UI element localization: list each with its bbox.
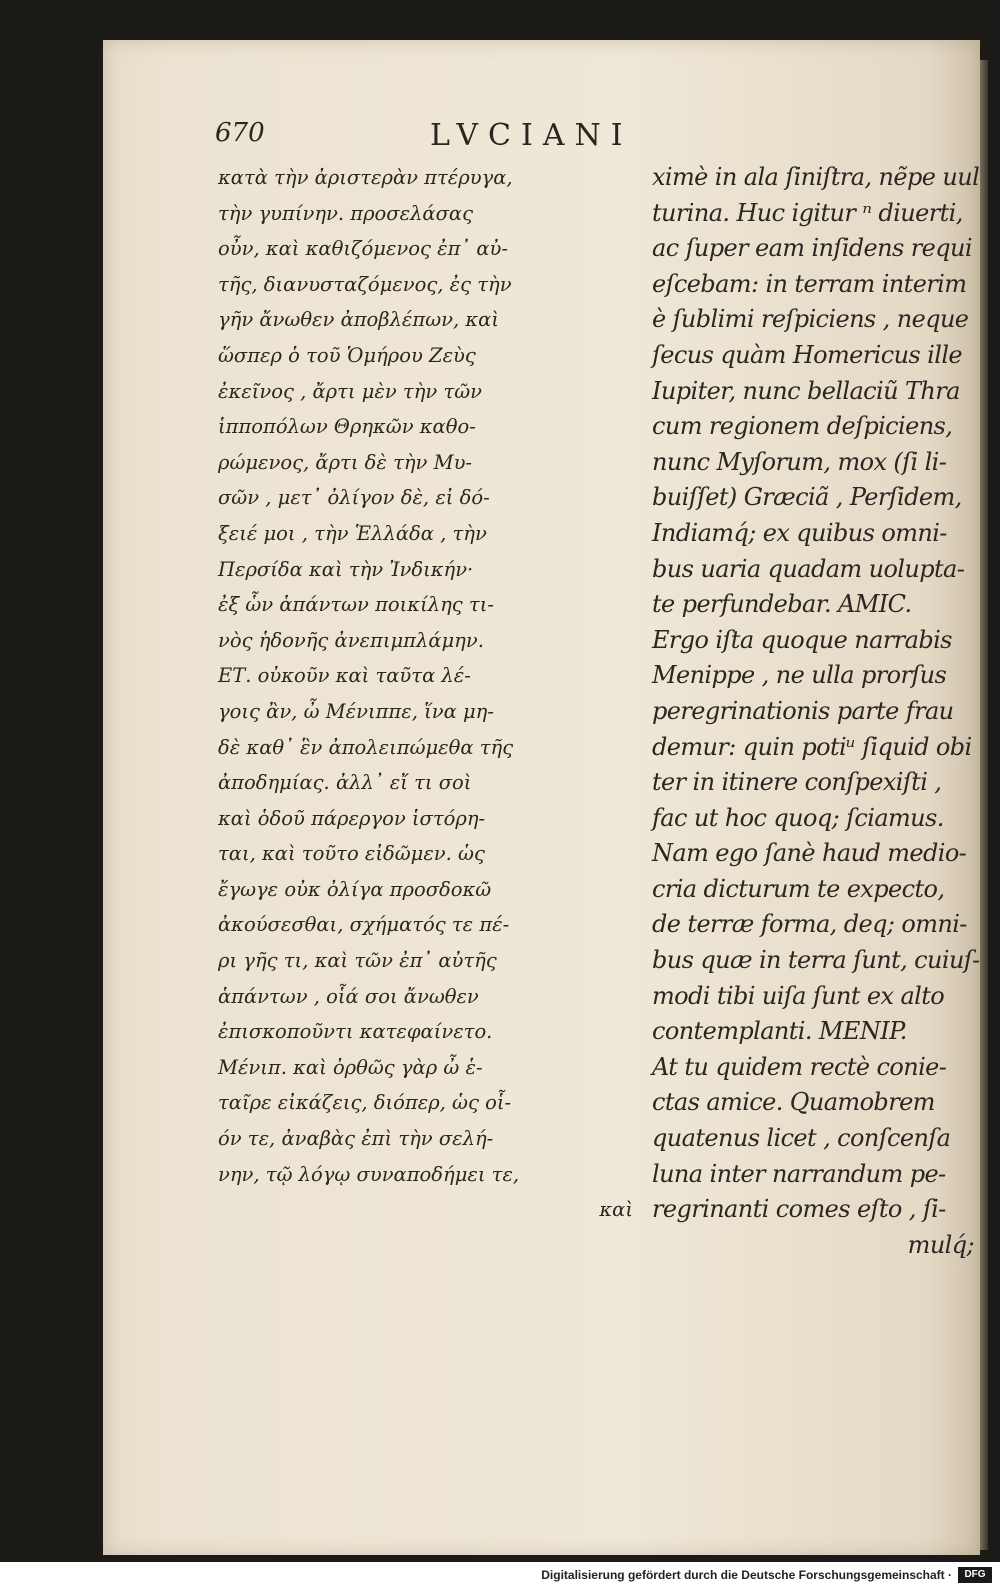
- latin-line: mulq́;: [907, 1230, 974, 1259]
- page-edge: [980, 60, 988, 1550]
- latin-line: ter in itinere conſpexiſti ,: [652, 768, 942, 797]
- page-number: 670: [215, 118, 265, 148]
- footer-bar: [0, 1562, 1000, 1590]
- greek-text-column: [218, 160, 633, 1228]
- running-head: LVCIANI: [430, 118, 633, 153]
- latin-line: de terræ forma, deq; omni-: [652, 910, 967, 939]
- greek-line: καὶ: [599, 1198, 633, 1222]
- greek-line: ξειέ μοι , τὴν Ἑλλάδα , τὴν: [218, 521, 487, 545]
- greek-line: νην, τῷ λόγῳ συναποδήμει τε,: [218, 1162, 520, 1186]
- greek-line: ἐκεῖνος , ἄρτι μὲν τὴν τῶν: [218, 379, 482, 403]
- greek-line: ἔγωγε οὐκ ὀλίγα προσδοκῶ: [218, 877, 492, 901]
- greek-line: Περσίδα καὶ τὴν Ἰνδικήν·: [218, 557, 474, 581]
- greek-line: ρι γῆς τι, καὶ τῶν ἐπ᾽ αὐτῆς: [218, 949, 497, 973]
- greek-line: τὴν γυπίνην. προσελάσας: [218, 201, 474, 225]
- greek-line: ΕΤ. οὐκοῦν καὶ ταῦτα λέ-: [218, 664, 471, 688]
- latin-line: Indiamq́; ex quibus omni-: [652, 518, 947, 547]
- greek-line: ται, καὶ τοῦτο εἰδῶμεν. ὡς: [218, 842, 485, 866]
- greek-line: όν τε, ἀναβὰς ἐπὶ τὴν σελή-: [218, 1127, 494, 1151]
- latin-line: bus uaria quadam uolupta-: [652, 554, 965, 583]
- latin-line: peregrinationis parte frau: [652, 696, 954, 725]
- greek-line: ἀποδημίας. ἀλλ᾽ εἴ τι σοὶ: [218, 771, 472, 795]
- latin-line: regrinanti comes eſto , ſi-: [652, 1195, 946, 1224]
- latin-line: ximè in ala ſiniſtra, nẽpe uul: [652, 163, 980, 191]
- latin-line: quatenus licet , conſcenſa: [652, 1124, 951, 1153]
- latin-line: turina. Huc igitur ⁿ diuerti,: [652, 198, 963, 227]
- greek-line: οὖν, καὶ καθιζόμενος ἐπ᾽ αὐ-: [218, 237, 508, 261]
- greek-line: γῆν ἄνωθεν ἀποβλέπων, καὶ: [218, 308, 499, 332]
- latin-text-column: [652, 160, 980, 1263]
- greek-line: Μένιπ. καὶ ὀρθῶς γὰρ ὦ ἑ-: [218, 1055, 483, 1079]
- latin-line: Iupiter, nunc bellaciũ Thra: [652, 376, 960, 405]
- page-header: [215, 118, 755, 158]
- greek-line: δὲ καθ᾽ ἓν ἀπολειπώμεθα τῆς: [218, 735, 514, 759]
- greek-line: καὶ ὁδοῦ πάρεργον ἱστόρη-: [218, 806, 486, 830]
- greek-line: ἀκούσεσθαι, σχήματός τε πέ-: [218, 913, 510, 937]
- greek-line: τῆς, διανυσταζόμενος, ἐς τὴν: [218, 272, 512, 296]
- latin-line: te perfundebar. AMIC.: [652, 590, 912, 619]
- latin-line: luna inter narrandum pe-: [652, 1159, 946, 1188]
- greek-line: ταῖρε εἰκάζεις, διόπερ, ὡς οἷ-: [218, 1091, 512, 1115]
- latin-line: At tu quidem rectè conie-: [652, 1052, 947, 1081]
- latin-line: ctas amice. Quamobrem: [652, 1088, 935, 1117]
- latin-line: modi tibi uiſa ſunt ex alto: [652, 981, 945, 1010]
- greek-line: κατὰ τὴν ἀριστερὰν πτέρυγα,: [218, 166, 513, 189]
- latin-line: cum regionem deſpiciens,: [652, 412, 953, 441]
- greek-line: σῶν , μετ᾽ ὀλίγον δὲ, εἰ δό-: [218, 486, 490, 510]
- latin-line: contemplanti. MENIP.: [652, 1017, 907, 1046]
- greek-line: ρώμενος, ἄρτι δὲ τὴν Μυ-: [218, 450, 473, 474]
- latin-line: cria dicturum te expecto,: [652, 874, 945, 903]
- latin-line: ſecus quàm Homericus ille: [652, 340, 963, 369]
- latin-line: nunc Myſorum, mox (ſi li-: [652, 447, 947, 476]
- greek-line: γοις ἂν, ὦ Μένιππε, ἵνα μη-: [218, 699, 494, 723]
- latin-line: ac ſuper eam inſidens requi: [652, 234, 972, 263]
- latin-line: demur: quin potiᵘ ſiquid obi: [652, 732, 972, 761]
- latin-line: Ergo iſta quoque narrabis: [652, 625, 952, 654]
- funding-credit: Digitalisierung gefördert durch die Deutsche Forschungsgemeinschaft ·: [541, 1568, 952, 1582]
- greek-line: ἁπάντων , οἷά σοι ἄνωθεν: [218, 984, 479, 1008]
- greek-line: ἱπποπόλων Θρηκῶν καθο-: [218, 415, 476, 439]
- latin-line: buiſſet) Græciã , Perſidem,: [652, 483, 962, 512]
- latin-line: bus quæ in terra ſunt, cuiuſ-: [652, 946, 980, 975]
- latin-line: Nam ego ſanè haud medio-: [652, 839, 967, 868]
- latin-line: eſcebam: in terram interim: [652, 269, 967, 298]
- greek-line: νὸς ἡδονῆς ἀνεπιμπλάμην.: [218, 628, 484, 652]
- greek-line: ὥσπερ ὁ τοῦ Ὁμήρου Ζεὺς: [218, 343, 476, 367]
- latin-line: Menippe , ne ulla prorſus: [652, 661, 947, 690]
- greek-line: ἐξ ὧν ἁπάντων ποικίλης τι-: [218, 593, 494, 617]
- dfg-logo: DFG: [958, 1567, 992, 1583]
- latin-line: è ſublimi reſpiciens , neque: [652, 305, 969, 334]
- latin-line: fac ut hoc quoq; ſciamus.: [652, 803, 944, 832]
- greek-line: ἐπισκοποῦντι κατεφαίνετο.: [218, 1020, 493, 1044]
